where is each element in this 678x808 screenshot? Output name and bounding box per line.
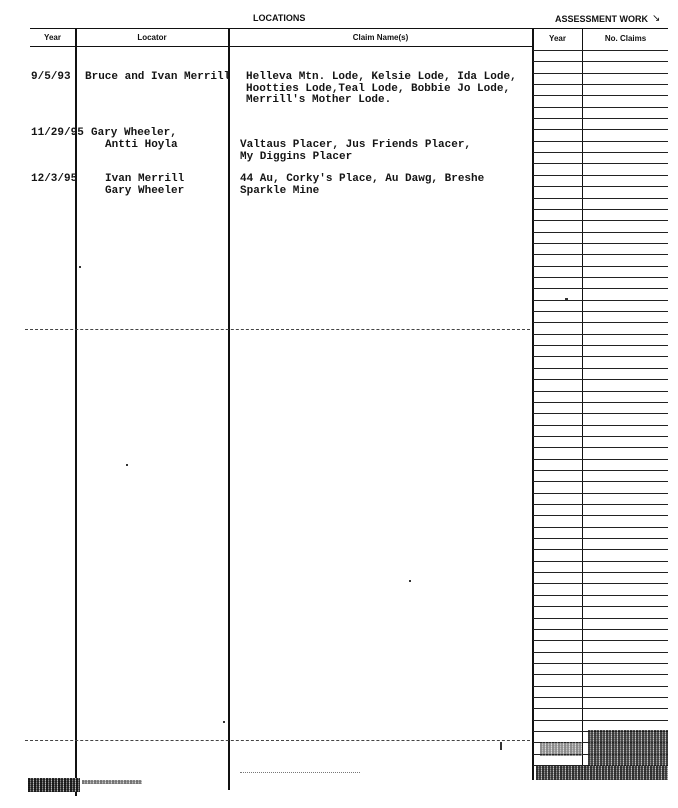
- assessment-row-line: [533, 266, 668, 267]
- assessment-row-line: [533, 674, 668, 675]
- assessment-row-line: [533, 118, 668, 119]
- divider-year-locator: [75, 28, 77, 796]
- scan-fold-line: [25, 329, 530, 330]
- assessment-row-line: [533, 311, 668, 312]
- assessment-row-line: [533, 368, 668, 369]
- assessment-row-line: [533, 538, 668, 539]
- assessment-row-line: [533, 459, 668, 460]
- entry-claims: Helleva Mtn. Lode, Kelsie Lode, Ida Lode, Hootties Lode,Teal Lode, Bobbie Jo Lode, Merrill's Mother Lode.: [246, 71, 517, 106]
- assessment-row-line: [533, 243, 668, 244]
- assessment-row-line: [533, 141, 668, 142]
- scan-speck: [126, 464, 128, 466]
- assessment-row-line: [533, 334, 668, 335]
- scan-fold-line: [240, 772, 360, 773]
- column-header-year: Year: [44, 33, 61, 42]
- locations-title: LOCATIONS: [253, 13, 306, 23]
- assessment-row-line: [533, 356, 668, 357]
- column-header-no-claims: No. Claims: [604, 34, 647, 43]
- assessment-row-line: [533, 504, 668, 505]
- assessment-row-line: [533, 152, 668, 153]
- column-header-locator: Locator: [137, 33, 167, 42]
- assessment-row-line: [533, 107, 668, 108]
- entry-claims: 44 Au, Corky's Place, Au Dawg, Breshe Sparkle Mine: [240, 173, 485, 197]
- assessment-row-line: [533, 345, 668, 346]
- assessment-row-line: [533, 277, 668, 278]
- assessment-row-line: [533, 175, 668, 176]
- assessment-row-line: [533, 413, 668, 414]
- assessment-row-line: [533, 209, 668, 210]
- scan-noise: [540, 742, 582, 756]
- scan-noise: [588, 730, 668, 766]
- scan-noise: [82, 780, 142, 784]
- top-rule: [30, 28, 532, 29]
- entry-year: 12/3/95: [31, 173, 78, 185]
- assessment-work-title: ASSESSMENT WORK: [555, 14, 649, 24]
- assessment-row-line: [533, 129, 668, 130]
- arrow-mark-icon: ↘: [652, 13, 661, 24]
- top-rule-assessment: [533, 28, 668, 29]
- assessment-row-line: [533, 583, 668, 584]
- assessment-row-line: [533, 652, 668, 653]
- scan-fold-line: [25, 740, 530, 741]
- assessment-row-line: [533, 322, 668, 323]
- assessment-row-line: [533, 686, 668, 687]
- divider-locator-claims: [228, 28, 230, 790]
- scan-speck: [565, 298, 568, 300]
- assessment-row-line: [533, 186, 668, 187]
- assessment-row-line: [533, 720, 668, 721]
- scan-speck: [79, 266, 81, 268]
- assessment-row-line: [533, 697, 668, 698]
- scan-noise: [536, 766, 668, 780]
- assessment-row-line: [533, 629, 668, 630]
- column-header-aw-year: Year: [549, 34, 566, 43]
- assessment-row-line: [533, 379, 668, 380]
- entry-claims: Valtaus Placer, Jus Friends Placer, My Diggins Placer: [240, 139, 472, 163]
- assessment-row-line: [533, 425, 668, 426]
- assessment-row-line: [533, 61, 668, 62]
- assessment-row-line: [533, 436, 668, 437]
- assessment-row-line: [533, 232, 668, 233]
- assessment-row-line: [533, 481, 668, 482]
- scan-noise: [28, 778, 80, 792]
- assessment-row-line: [533, 95, 668, 96]
- assessment-row-line: [533, 300, 668, 301]
- assessment-row-line: [533, 163, 668, 164]
- assessment-row-line: [533, 254, 668, 255]
- entry-locator: Gary Wheeler, Antti Hoyla: [91, 127, 178, 151]
- scan-speck: [223, 721, 225, 723]
- assessment-row-line: [533, 447, 668, 448]
- assessment-row-line: [533, 288, 668, 289]
- entry-year: 9/5/93: [31, 71, 71, 83]
- header-bottom-rule: [30, 46, 532, 47]
- entry-locator: Bruce and Ivan Merrill: [85, 71, 231, 83]
- column-header-claim-names: Claim Name(s): [352, 33, 409, 42]
- assessment-row-line: [533, 572, 668, 573]
- assessment-row-line: [533, 402, 668, 403]
- assessment-row-line: [533, 515, 668, 516]
- assessment-row-line: [533, 549, 668, 550]
- assessment-row-line: [533, 595, 668, 596]
- scan-speck: [409, 580, 411, 582]
- entry-locator: Ivan Merrill Gary Wheeler: [105, 173, 185, 197]
- assessment-row-line: [533, 73, 668, 74]
- assessment-row-line: [533, 663, 668, 664]
- assessment-row-line: [533, 391, 668, 392]
- assessment-row-line: [533, 198, 668, 199]
- assessment-row-line: [533, 618, 668, 619]
- assessment-row-line: [533, 220, 668, 221]
- assessment-row-line: [533, 493, 668, 494]
- entry-year: 11/29/95: [31, 127, 84, 139]
- assessment-row-line: [533, 640, 668, 641]
- assessment-row-line: [533, 708, 668, 709]
- assessment-row-line: [533, 527, 668, 528]
- assessment-row-line: [533, 50, 668, 51]
- assessment-row-line: [533, 561, 668, 562]
- assessment-row-line: [533, 84, 668, 85]
- scan-speck: [500, 742, 502, 750]
- assessment-row-line: [533, 606, 668, 607]
- assessment-row-line: [533, 470, 668, 471]
